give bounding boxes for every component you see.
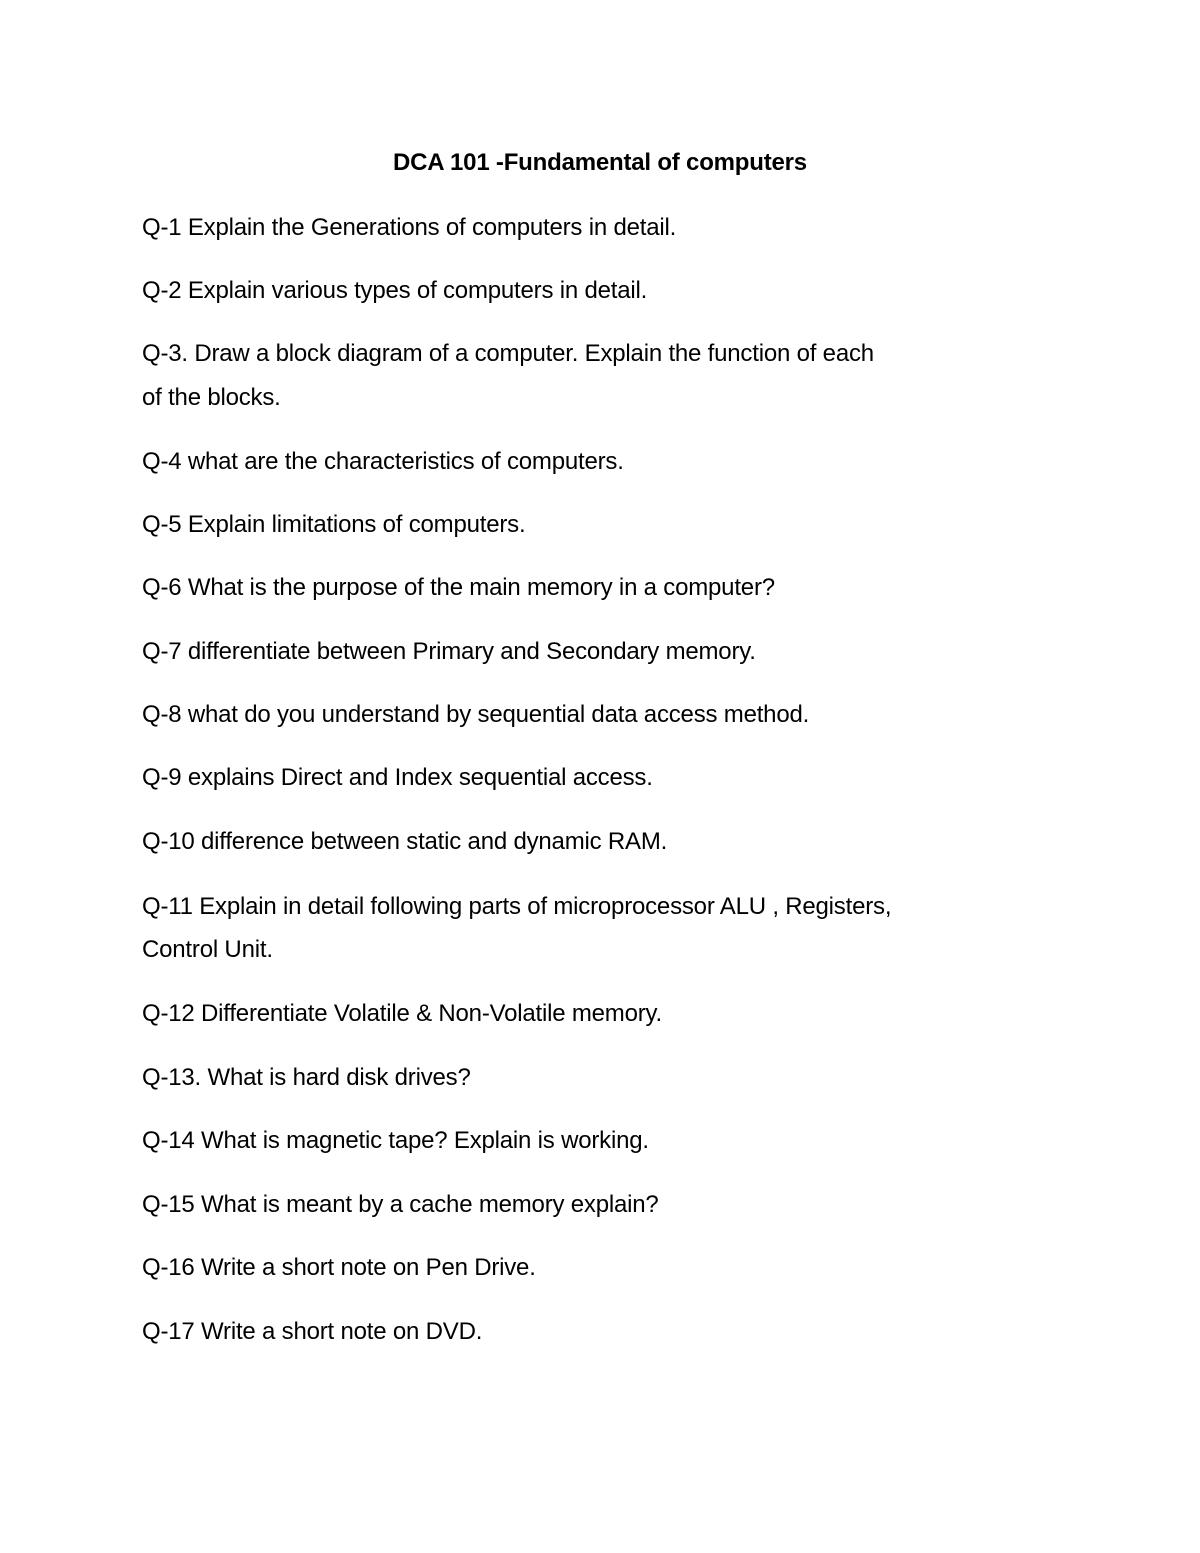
question-3: Q-3. Draw a block diagram of a computer. Explain the function of each <box>142 340 874 367</box>
question-7: Q-7 differentiate between Primary and Secondary memory. <box>142 638 756 665</box>
question-6: Q-6 What is the purpose of the main memory in a computer? <box>142 574 775 601</box>
question-14: Q-14 What is magnetic tape? Explain is working. <box>142 1127 649 1154</box>
question-17: Q-17 Write a short note on DVD. <box>142 1318 483 1345</box>
question-12: Q-12 Differentiate Volatile & Non-Volatile memory. <box>142 1000 663 1027</box>
question-1: Q-1 Explain the Generations of computers in detail. <box>142 214 677 241</box>
question-5: Q-5 Explain limitations of computers. <box>142 511 526 538</box>
question-16: Q-16 Write a short note on Pen Drive. <box>142 1254 536 1281</box>
question-11: Q-11 Explain in detail following parts of microprocessor ALU , Registers, <box>142 893 892 920</box>
document-title: DCA 101 -Fundamental of computers <box>393 149 807 176</box>
question-3-continued: of the blocks. <box>142 384 281 411</box>
question-9: Q-9 explains Direct and Index sequential access. <box>142 764 653 791</box>
question-15: Q-15 What is meant by a cache memory explain? <box>142 1191 659 1218</box>
question-10: Q-10 difference between static and dynamic RAM. <box>142 828 668 855</box>
question-4: Q-4 what are the characteristics of computers. <box>142 448 624 475</box>
question-2: Q-2 Explain various types of computers in detail. <box>142 277 648 304</box>
question-8: Q-8 what do you understand by sequential data access method. <box>142 701 810 728</box>
question-11-continued: Control Unit. <box>142 936 273 963</box>
question-13: Q-13. What is hard disk drives? <box>142 1064 471 1091</box>
